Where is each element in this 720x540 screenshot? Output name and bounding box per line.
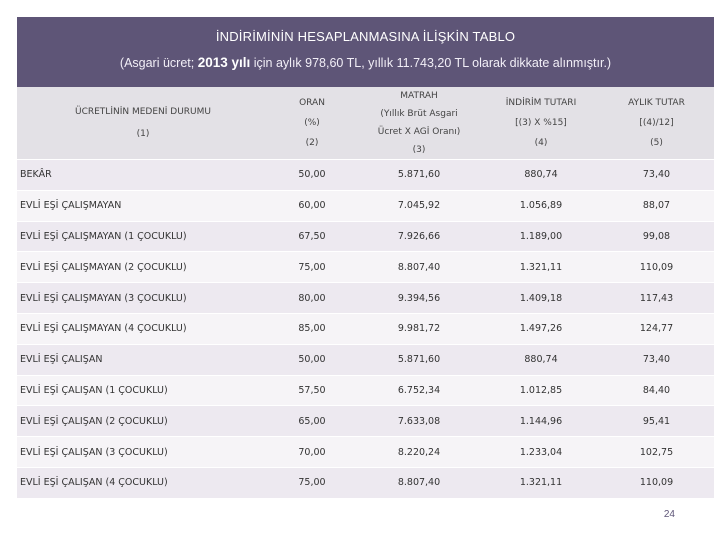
deduction-cell: 880,74 — [483, 160, 599, 191]
base-cell: 7.633,08 — [355, 406, 483, 437]
marital-status-cell: EVLİ EŞİ ÇALIŞMAYAN (4 ÇOCUKLU) — [17, 313, 269, 344]
deduction-cell: 1.321,11 — [483, 467, 599, 498]
rate-cell: 70,00 — [269, 437, 355, 468]
base-cell: 8.807,40 — [355, 252, 483, 283]
base-cell: 5.871,60 — [355, 344, 483, 375]
header-line: [(4)/12] — [639, 118, 674, 128]
monthly-cell: 110,09 — [599, 467, 714, 498]
marital-status-cell: EVLİ EŞİ ÇALIŞMAYAN (2 ÇOCUKLU) — [17, 252, 269, 283]
table-row — [17, 190, 714, 221]
page-number: 24 — [663, 509, 675, 520]
rate-cell: 85,00 — [269, 313, 355, 344]
deduction-cell: 1.497,26 — [483, 313, 599, 344]
table-body — [17, 160, 714, 499]
header-line: (Yıllık Brüt Asgari — [380, 109, 458, 119]
monthly-cell: 117,43 — [599, 283, 714, 314]
base-cell: 8.807,40 — [355, 467, 483, 498]
rate-cell: 50,00 — [269, 344, 355, 375]
table-row — [17, 252, 714, 283]
table-row — [17, 160, 714, 191]
header-line: [(3) X %15] — [515, 118, 567, 128]
header-monthly — [599, 87, 714, 160]
rate-cell: 50,00 — [269, 160, 355, 191]
marital-status-cell: EVLİ EŞİ ÇALIŞMAYAN (3 ÇOCUKLU) — [17, 283, 269, 314]
monthly-cell: 110,09 — [599, 252, 714, 283]
marital-status-cell: EVLİ EŞİ ÇALIŞMAYAN — [17, 190, 269, 221]
header-line: İNDİRİM TUTARI — [505, 98, 577, 108]
base-cell: 8.220,24 — [355, 437, 483, 468]
monthly-cell: 102,75 — [599, 437, 714, 468]
header-line: (%) — [304, 118, 320, 128]
rate-cell: 80,00 — [269, 283, 355, 314]
header-line: ÜCRETLİNİN MEDENİ DURUMU — [75, 107, 211, 117]
marital-status-cell: EVLİ EŞİ ÇALIŞAN — [17, 344, 269, 375]
rate-cell: 60,00 — [269, 190, 355, 221]
base-cell: 6.752,34 — [355, 375, 483, 406]
base-cell: 7.926,66 — [355, 221, 483, 252]
table-row — [17, 375, 714, 406]
title-banner — [17, 17, 714, 87]
base-cell: 5.871,60 — [355, 160, 483, 191]
base-cell: 9.981,72 — [355, 313, 483, 344]
header-line: Ücret X AGİ Oranı) — [377, 127, 461, 137]
table-row — [17, 344, 714, 375]
header-marital-status — [17, 87, 269, 160]
rate-cell: 75,00 — [269, 252, 355, 283]
deduction-cell: 1.233,04 — [483, 437, 599, 468]
header-rate — [269, 87, 355, 160]
table-row — [17, 406, 714, 437]
monthly-cell: 99,08 — [599, 221, 714, 252]
marital-status-cell: BEKÂR — [17, 160, 269, 191]
deduction-cell: 1.144,96 — [483, 406, 599, 437]
header-line: (1) — [136, 129, 150, 139]
marital-status-cell: EVLİ EŞİ ÇALIŞAN (2 ÇOCUKLU) — [17, 406, 269, 437]
table-row — [17, 221, 714, 252]
deduction-cell: 880,74 — [483, 344, 599, 375]
marital-status-cell: EVLİ EŞİ ÇALIŞAN (1 ÇOCUKLU) — [17, 375, 269, 406]
table-row — [17, 283, 714, 314]
header-line: (2) — [305, 138, 319, 148]
rate-cell: 57,50 — [269, 375, 355, 406]
header-line: (5) — [650, 138, 663, 148]
marital-status-cell: EVLİ EŞİ ÇALIŞAN (3 ÇOCUKLU) — [17, 437, 269, 468]
header-base — [355, 87, 483, 160]
page-subtitle — [17, 55, 714, 70]
monthly-cell: 88,07 — [599, 190, 714, 221]
deduction-cell: 1.056,89 — [483, 190, 599, 221]
deduction-cell: 1.321,11 — [483, 252, 599, 283]
header-line: MATRAH — [400, 91, 438, 101]
page-title: İNDİRİMİNİN HESAPLANMASINA İLİŞKİN TABLO — [215, 29, 516, 44]
header-line: (4) — [534, 138, 548, 148]
header-line: AYLIK TUTAR — [628, 98, 685, 108]
table-row — [17, 467, 714, 498]
rate-cell: 75,00 — [269, 467, 355, 498]
deduction-cell: 1.409,18 — [483, 283, 599, 314]
monthly-cell: 95,41 — [599, 406, 714, 437]
table-row — [17, 437, 714, 468]
monthly-cell: 73,40 — [599, 344, 714, 375]
deduction-table — [17, 87, 714, 499]
deduction-table-wrapper — [17, 87, 714, 501]
monthly-cell: 124,77 — [599, 313, 714, 344]
deduction-cell: 1.189,00 — [483, 221, 599, 252]
subtitle-year: 2013 yılı — [197, 55, 251, 70]
rate-cell: 65,00 — [269, 406, 355, 437]
table-row — [17, 313, 714, 344]
subtitle-suffix: için aylık 978,60 TL, yıllık 11.743,20 TL olarak dikkate alınmıştır.) — [250, 56, 612, 70]
base-cell: 7.045,92 — [355, 190, 483, 221]
marital-status-cell: EVLİ EŞİ ÇALIŞAN (4 ÇOCUKLU) — [17, 467, 269, 498]
deduction-cell: 1.012,85 — [483, 375, 599, 406]
rate-cell: 67,50 — [269, 221, 355, 252]
subtitle-prefix: (Asgari ücret; — [119, 56, 198, 70]
monthly-cell: 84,40 — [599, 375, 714, 406]
header-line: ORAN — [299, 98, 325, 108]
monthly-cell: 73,40 — [599, 160, 714, 191]
table-header — [17, 87, 714, 160]
marital-status-cell: EVLİ EŞİ ÇALIŞMAYAN (1 ÇOCUKLU) — [17, 221, 269, 252]
table-header-row — [17, 87, 714, 160]
base-cell: 9.394,56 — [355, 283, 483, 314]
header-line: (3) — [412, 145, 426, 155]
header-deduction — [483, 87, 599, 160]
